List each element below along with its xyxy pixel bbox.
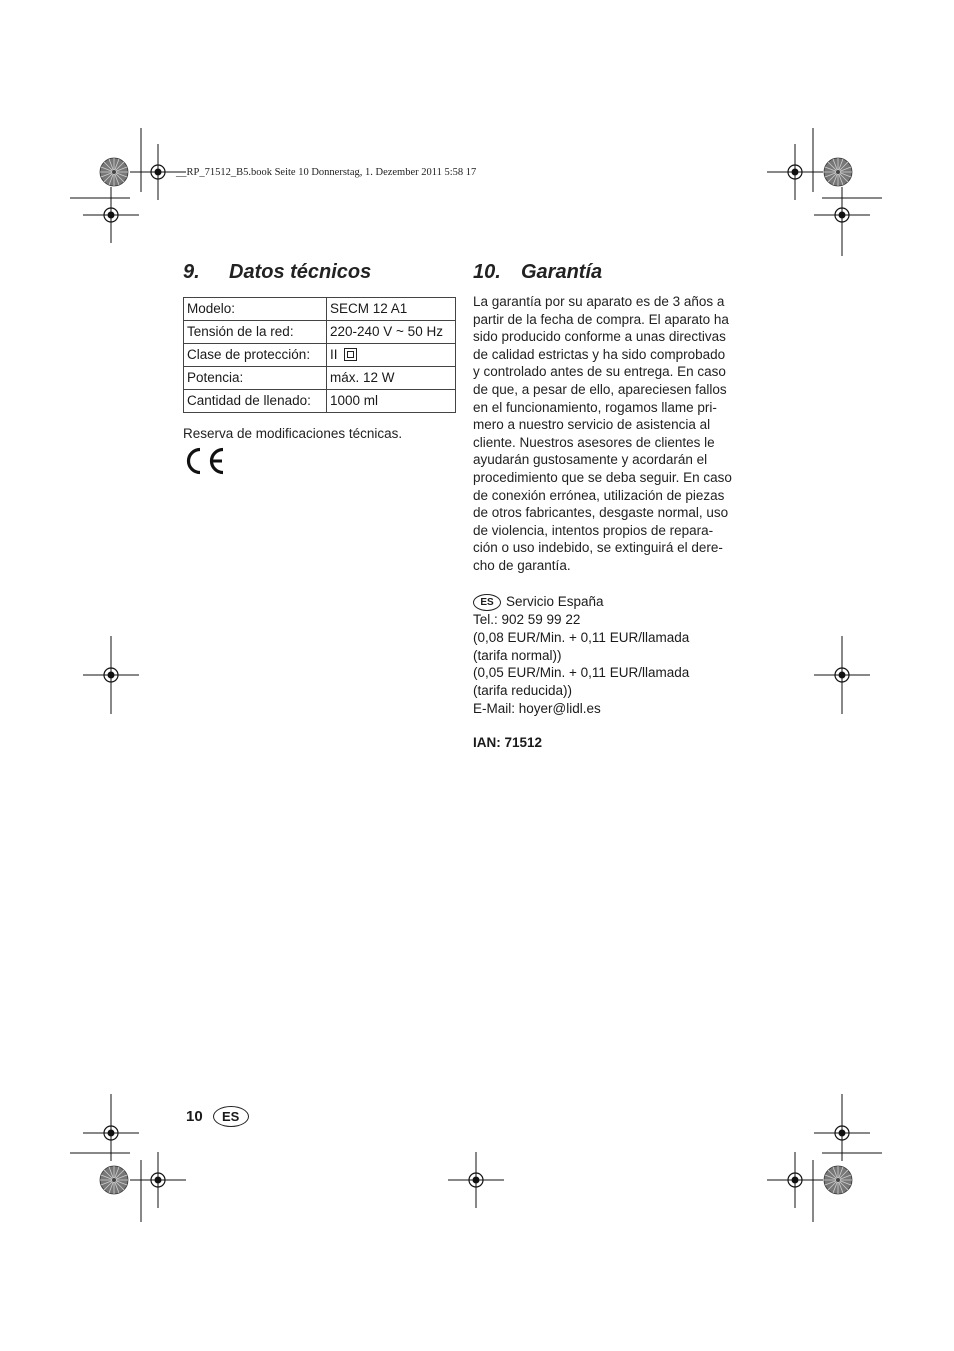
spec-value: SECM 12 A1 xyxy=(327,298,456,321)
country-badge-icon: ES xyxy=(473,594,501,611)
technical-changes-note: Reserva de modificaciones técnicas. xyxy=(183,426,403,441)
contact-line: (0,08 EUR/Min. + 0,11 EUR/llamada xyxy=(473,629,690,645)
service-header xyxy=(473,593,689,611)
contact-line: (tarifa reducida)) xyxy=(473,683,573,699)
print-slug: __RP_71512_B5.book Seite 10 Donnerstag, 1. Dezember 2011 5:58 17 xyxy=(176,167,477,178)
contact-line: (tarifa normal)) xyxy=(473,647,562,663)
warranty-text xyxy=(473,293,748,575)
language-badge-icon: ES xyxy=(213,1106,249,1127)
spec-value-cell xyxy=(327,344,456,367)
text-line: sido producido conforme a unas directivas xyxy=(473,329,726,345)
spec-value: II xyxy=(330,346,338,362)
spec-value: 220-240 V ~ 50 Hz xyxy=(327,321,456,344)
table-row xyxy=(184,298,456,321)
text-line: de conexión errónea, utilización de piezas xyxy=(473,487,725,503)
text-line: procedimiento que se deba seguir. En caso xyxy=(473,469,732,485)
text-line: en el funcionamiento, rogamos llame pri- xyxy=(473,399,717,415)
section-9-heading xyxy=(183,261,371,284)
contact-line: (0,05 EUR/Min. + 0,11 EUR/llamada xyxy=(473,665,690,681)
ce-mark-icon xyxy=(183,446,227,476)
contact-email: E-Mail: hoyer@lidl.es xyxy=(473,700,601,716)
spec-label: Modelo: xyxy=(184,298,327,321)
page-footer xyxy=(186,1106,249,1127)
text-line: partir de la fecha de compra. El aparato ha xyxy=(473,311,729,327)
text-line: de violencia, intentos propios de repara- xyxy=(473,522,714,538)
page-number: 10 xyxy=(186,1108,203,1125)
table-row xyxy=(184,321,456,344)
text-line: de otros fabricantes, desgaste normal, uso xyxy=(473,505,729,521)
contact-line: Tel.: 902 59 99 22 xyxy=(473,611,581,627)
spec-label: Tensión de la red: xyxy=(184,321,327,344)
text-line: ayudarán gustosamente y acordarán el xyxy=(473,452,708,468)
service-contact xyxy=(473,593,689,718)
spec-label: Potencia: xyxy=(184,367,327,390)
spec-label: Clase de protección: xyxy=(184,344,327,367)
text-line: mero a nuestro servicio de asistencia al xyxy=(473,417,711,433)
table-row xyxy=(184,367,456,390)
section-10-title: Garantía xyxy=(521,261,603,283)
section-9-title: Datos técnicos xyxy=(229,261,372,283)
double-insulation-icon xyxy=(344,348,357,361)
text-line: de que, a pesar de ello, apareciesen fallos xyxy=(473,381,727,397)
spec-table xyxy=(183,297,456,413)
text-line: y controlado antes de su entrega. En caso xyxy=(473,364,726,380)
text-line: cliente. Nuestros asesores de clientes le xyxy=(473,434,715,450)
spec-value: 1000 ml xyxy=(327,390,456,413)
section-9-number: 9. xyxy=(183,261,200,283)
section-10-number: 10. xyxy=(473,261,501,283)
text-line: cho de garantía. xyxy=(473,557,571,573)
ian-number: IAN: 71512 xyxy=(473,735,543,750)
spec-label: Cantidad de llenado: xyxy=(184,390,327,413)
text-line: La garantía por su aparato es de 3 años a xyxy=(473,294,725,309)
service-name: Servicio España xyxy=(506,594,604,609)
table-row xyxy=(184,344,456,367)
text-line: ción o uso indebido, se extinguirá el dere- xyxy=(473,540,723,556)
text-line: de calidad estrictas y ha sido comprobado xyxy=(473,346,726,362)
section-10-heading xyxy=(473,261,602,284)
spec-value: máx. 12 W xyxy=(327,367,456,390)
table-row xyxy=(184,390,456,413)
